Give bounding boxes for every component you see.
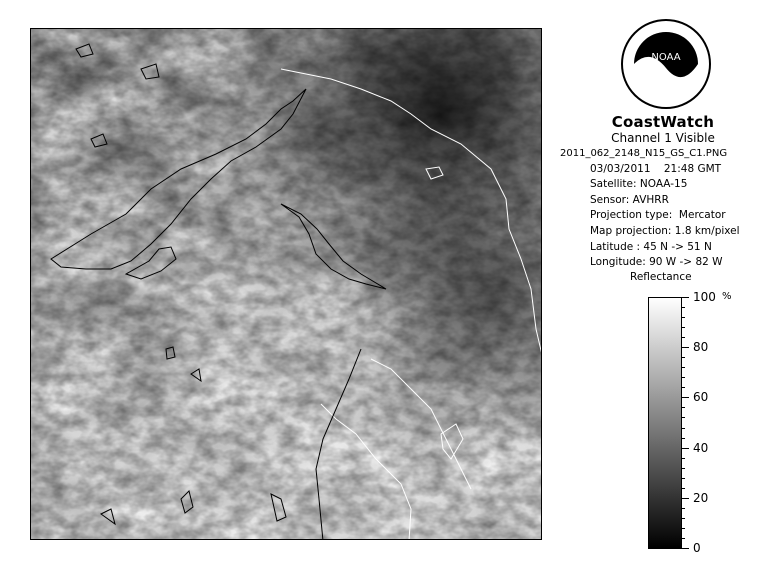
colorbar-tick-label: 40 [693, 441, 709, 455]
colorbar-major-tick [681, 548, 689, 549]
satellite-image [30, 28, 542, 540]
metadata-panel [560, 146, 775, 271]
colorbar-major-tick [681, 397, 689, 398]
map-projection-text: Map projection: 1.8 km/pixel [590, 224, 740, 237]
colorbar-minor-tick [681, 337, 685, 338]
colorbar-minor-tick [681, 367, 685, 368]
page-title: CoastWatch [611, 113, 715, 131]
sensor-text: Sensor: AVHRR [590, 193, 669, 206]
colorbar-major-tick [681, 448, 689, 449]
colorbar-minor-tick [681, 317, 685, 318]
colorbar-minor-tick [681, 458, 685, 459]
satellite-text: Satellite: NOAA-15 [590, 178, 688, 191]
colorbar-unit: % [722, 291, 732, 302]
filename-text: 2011_062_2148_N15_GS_C1.PNG [560, 148, 728, 159]
projection-type-text: Projection type: Mercator [590, 209, 726, 222]
longitude-text: Longitude: 90 W -> 82 W [590, 256, 723, 269]
colorbar-minor-tick [681, 357, 685, 358]
colorbar-minor-tick [681, 377, 685, 378]
datetime-text: 03/03/2011 21:48 GMT [590, 162, 722, 175]
colorbar-minor-tick [681, 538, 685, 539]
colorbar-tick-label: 80 [693, 340, 709, 354]
colorbar-tick-label: 100 [693, 290, 716, 304]
colorbar-minor-tick [681, 387, 685, 388]
colorbar-minor-tick [681, 518, 685, 519]
noaa-logo-text: NOAA [651, 52, 681, 63]
colorbar-tick-label: 20 [693, 491, 709, 505]
colorbar-title: Reflectance [630, 271, 692, 283]
colorbar-minor-tick [681, 327, 685, 328]
colorbar-major-tick [681, 347, 689, 348]
colorbar-minor-tick [681, 478, 685, 479]
colorbar-major-tick [681, 498, 689, 499]
noaa-logo [620, 18, 712, 110]
colorbar-minor-tick [681, 488, 685, 489]
latitude-text: Latitude : 45 N -> 51 N [590, 240, 712, 253]
colorbar-tick-label: 0 [693, 541, 701, 555]
reflectance-colorbar [648, 297, 682, 549]
colorbar-minor-tick [681, 438, 685, 439]
colorbar-minor-tick [681, 417, 685, 418]
colorbar-minor-tick [681, 428, 685, 429]
colorbar-minor-tick [681, 508, 685, 509]
channel-subtitle: Channel 1 Visible [611, 131, 715, 145]
colorbar-minor-tick [681, 407, 685, 408]
colorbar-ticks [681, 290, 751, 555]
colorbar-minor-tick [681, 528, 685, 529]
colorbar-major-tick [681, 297, 689, 298]
colorbar-minor-tick [681, 468, 685, 469]
colorbar-tick-label: 60 [693, 390, 709, 404]
colorbar-minor-tick [681, 307, 685, 308]
